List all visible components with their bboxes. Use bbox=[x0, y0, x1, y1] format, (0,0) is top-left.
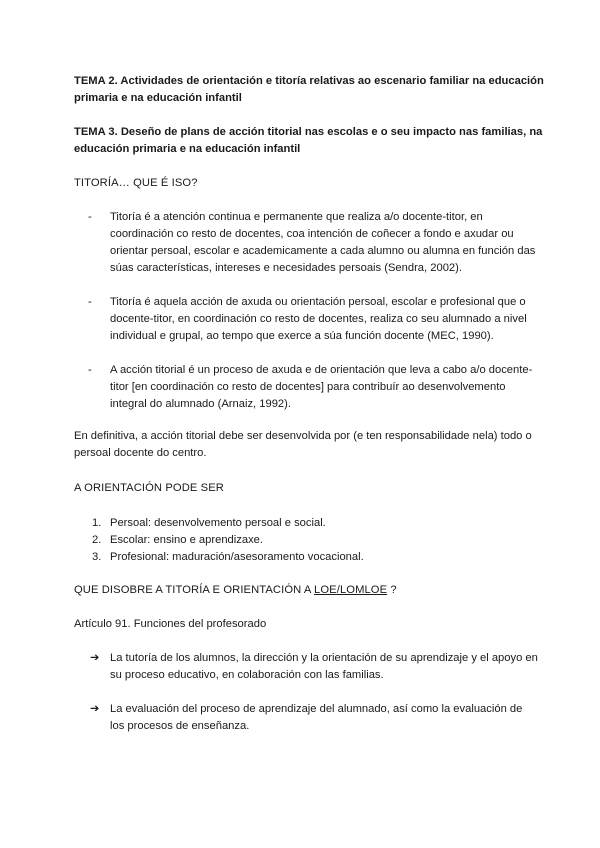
list-item bbox=[88, 294, 538, 345]
tema-2-label: TEMA 2. bbox=[74, 75, 118, 87]
tema-2-heading bbox=[74, 73, 544, 107]
loe-section-heading bbox=[74, 582, 534, 599]
definition-text: Titoría é aquela acción de axuda ou orientación persoal, escolar e profesional que o docente-titor, en coordinación co resto de docentes, realiza co seu alumnado a nivel individual e grupal, ao tempo que exerce a súa función docente (MEC, 1990). bbox=[110, 296, 527, 342]
titoria-section-heading: TITORÍA… QUE É ISO? bbox=[74, 177, 198, 189]
definition-text: Titoría é a atención continua e permanente que realiza a/o docente-titor, en coordinación co resto de docentes, coa intención de coñecer a fondo e axudar ou orientar persoal, escolar e academicamente a cada alumno ou alumna en función das súas características, intereses e necesidades persoais (Sendra, 2002). bbox=[110, 211, 536, 274]
list-item bbox=[88, 701, 538, 735]
tema-2-text: Actividades de orientación e titoría relativas ao escenario familiar na educación primaria e na educación infantil bbox=[74, 75, 544, 104]
list-item bbox=[88, 650, 538, 684]
loe-lomloe-link[interactable]: LOE/LOMLOE bbox=[314, 584, 388, 596]
tema-3-label: TEMA 3. bbox=[74, 126, 118, 138]
list-item bbox=[88, 209, 538, 277]
funcion-text: La evaluación del proceso de aprendizaje del alumnado, así como la evaluación de los procesos de enseñanza. bbox=[110, 703, 523, 732]
definition-text: A acción titorial é un proceso de axuda e de orientación que leva a cabo a/o docente-titor [en coordinación co resto de docentes] para contribuír ao desenvolvemento integral do alumnado (Arnaiz, 1992). bbox=[110, 364, 533, 410]
funcion-text: La tutoría de los alumnos, la dirección y la orientación de su aprendizaje y el apoyo en su proceso educativo, en colaboración con las familias. bbox=[110, 652, 538, 681]
orientacion-type-text: Profesional: maduración/asesoramento vocacional. bbox=[110, 551, 364, 563]
titoria-definitions-list bbox=[88, 209, 538, 277]
loe-heading-suffix: ? bbox=[387, 584, 397, 596]
list-item bbox=[92, 532, 512, 549]
titoria-definitions-list bbox=[88, 362, 538, 413]
funciones-list bbox=[88, 701, 538, 735]
orientacion-type-text: Persoal: desenvolvemento persoal e social. bbox=[110, 517, 326, 529]
tema-3-heading bbox=[74, 124, 544, 158]
list-number: 2. bbox=[92, 534, 102, 546]
orientacion-types-list bbox=[92, 515, 512, 566]
tema-3-text: Deseño de plans de acción titorial nas escolas e o seu impacto nas familias, na educación primaria e na educación infantil bbox=[74, 126, 543, 155]
funciones-list bbox=[88, 650, 538, 684]
list-item bbox=[92, 515, 512, 532]
titoria-definitions-list bbox=[88, 294, 538, 345]
list-number: 3. bbox=[92, 551, 102, 563]
list-item bbox=[88, 362, 538, 413]
list-number: 1. bbox=[92, 517, 102, 529]
arrow-right-icon: ➔ bbox=[90, 703, 100, 715]
arrow-right-icon: ➔ bbox=[90, 652, 100, 664]
loe-heading-prefix: QUE DISOBRE A TITORÍA E ORIENTACIÓN A bbox=[74, 584, 315, 596]
list-item bbox=[92, 549, 512, 566]
orientacion-section-heading: A ORIENTACIÓN PODE SER bbox=[74, 482, 224, 494]
articulo-91-heading: Artículo 91. Funciones del profesorado bbox=[74, 618, 267, 630]
en-definitiva-paragraph: En definitiva, a acción titorial debe ser desenvolvida por (e ten responsabilidade nela) todo o persoal docente do centro. bbox=[74, 430, 532, 459]
orientacion-type-text: Escolar: ensino e aprendizaxe. bbox=[110, 534, 263, 546]
